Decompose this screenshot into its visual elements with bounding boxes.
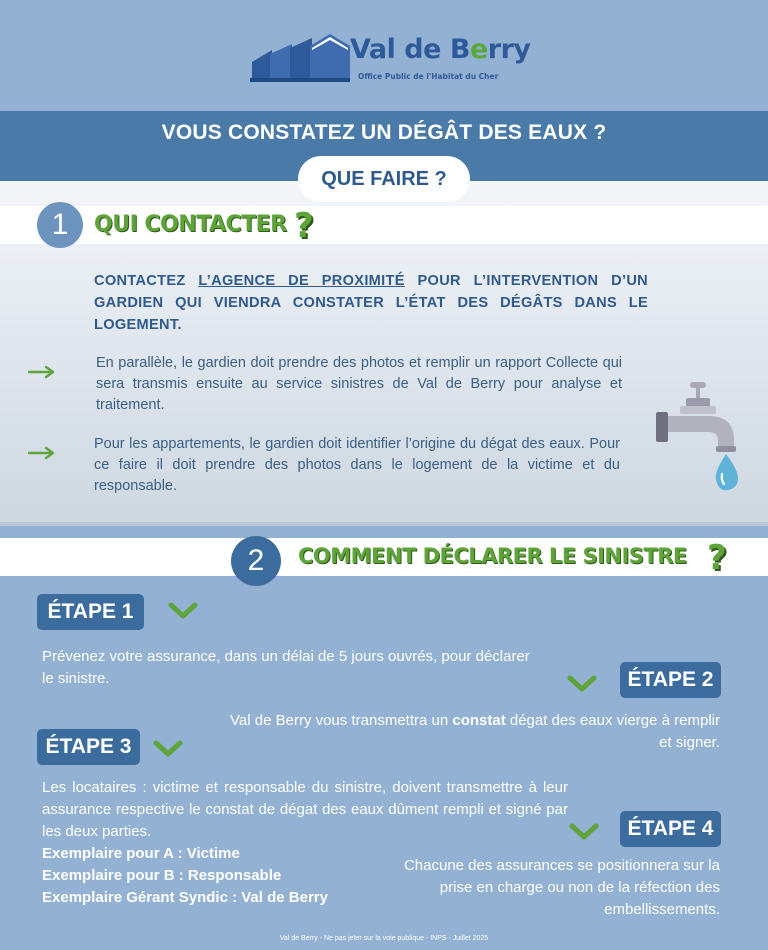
copy-victim: Exemplaire pour A : Victime: [42, 845, 240, 862]
step-2-badge: ÉTAPE 2: [620, 662, 721, 698]
step-3-badge: ÉTAPE 3: [37, 729, 140, 765]
step-1-text: Prévenez votre assurance, dans un délai de 5 jours ouvrés, pour déclarer le sinistre.: [42, 648, 530, 687]
step-4-badge: ÉTAPE 4: [620, 811, 721, 847]
step-1-badge: ÉTAPE 1: [37, 594, 144, 630]
subtitle-pill: QUE FAIRE ?: [298, 156, 470, 202]
copy-responsible: Exemplaire pour B : Responsable: [42, 867, 282, 884]
copy-syndic: Exemplaire Gérant Syndic : Val de Berry: [42, 889, 328, 906]
faucet-icon: [652, 378, 744, 496]
logo-subtitle: Office Public de l'Habitat du Cher: [358, 72, 499, 81]
buildings-logo-icon: [250, 32, 350, 84]
logo-wordmark: Val de Berry: [350, 34, 531, 65]
section1-lead: CONTACTEZ L’AGENCE DE PROXIMITÉ POUR L’INTERVENTION D’UN GARDIEN QUI VIENDRA CONSTATER L’ÉTAT DES DÉGÂTS DANS LE LOGEMENT.: [94, 273, 649, 333]
arrow-right-icon: [28, 365, 56, 379]
step-4-text: Chacune des assurances se positionnera sur la prise en charge ou non de la réfection des embellissements.: [403, 857, 720, 918]
step-2-text: Val de Berry vous transmettra un constat dégat des eaux vierge à remplir et signer.: [230, 712, 720, 751]
section2-number: 2: [231, 536, 281, 586]
checkmark-icon: [569, 820, 599, 842]
agency-link-text: L’AGENCE DE PROXIMITÉ: [198, 273, 405, 289]
logo: [250, 30, 531, 90]
question-mark-icon: ?: [707, 538, 727, 578]
section1-paragraph-2: Pour les appartements, le gardien doit identifier l’origine du dégat des eaux. Pour ce faire il doit prendre des photos dans le logement de la victime et du responsable.: [94, 436, 620, 494]
section-divider: [0, 522, 768, 526]
checkmark-icon: [153, 737, 183, 759]
question-mark-icon: ?: [294, 206, 314, 246]
section1-number: 1: [37, 202, 83, 248]
section1-paragraph-1: En parallèle, le gardien doit prendre des photos et remplir un rapport Collecte qui sera transmis ensuite au service sinistres de Val de Berry pour analyse et traitement.: [96, 355, 622, 413]
checkmark-icon: [168, 599, 198, 621]
water-drop-icon: [716, 454, 738, 490]
checkmark-icon: [567, 672, 597, 694]
section2-heading: COMMENT DÉCLARER LE SINISTRE: [298, 544, 687, 568]
page-title: VOUS CONSTATEZ UN DÉGÂT DES EAUX ?: [161, 121, 607, 144]
arrow-right-icon: [28, 446, 56, 460]
footer-text: Val de Berry - Ne pas jeter sur la voie publique - INPS - Juillet 2025: [279, 935, 489, 942]
section1-heading: QUI CONTACTER: [94, 212, 287, 237]
step-3-text: Les locataires : victime et responsable du sinistre, doivent transmettre à leur assurance respective le constat de dégat des eaux dûment rempli et signé par les deux parties.: [42, 779, 568, 840]
